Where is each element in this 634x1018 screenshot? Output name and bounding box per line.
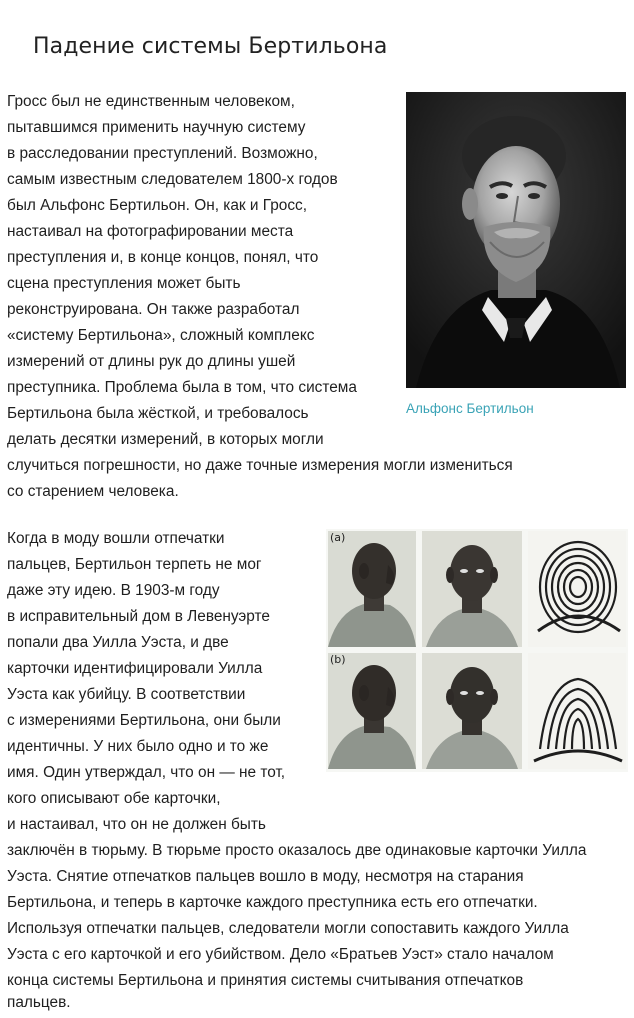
text-line: пальцев, Бертильон терпеть не мог	[7, 556, 262, 573]
text-line: сцена преступления может быть	[7, 275, 241, 292]
front-photo-a	[422, 531, 522, 647]
text-line: измерений от длины рук до длины ушей	[7, 353, 296, 370]
west-brothers-photo-grid	[326, 529, 628, 772]
text-line: заключён в тюрьму. В тюрьме просто оказалось две одинаковые карточки Уилла	[7, 842, 587, 859]
text-line: Когда в моду вошли отпечатки	[7, 530, 225, 547]
text-line: настаивал на фотографировании места	[7, 223, 294, 240]
text-line: Уэста. Снятие отпечатков пальцев вошло в моду, несмотря на старания	[7, 868, 524, 885]
profile-photo-a	[328, 531, 416, 647]
text-line: пытавшимся применить научную систему	[7, 119, 306, 136]
article-title: Падение системы Бертильона	[33, 34, 388, 59]
portrait-caption: Альфонс Бертильон	[406, 401, 534, 416]
text-line: Уэста с его карточкой и его убийством. Дело «Братьев Уэст» стало началом	[7, 946, 554, 963]
text-line: реконструирована. Он также разработал	[7, 301, 300, 318]
text-line: карточки идентифицировали Уилла	[7, 660, 263, 677]
text-line: даже эту идею. В 1903-м году	[7, 582, 220, 599]
text-line: с измерениями Бертильона, они были	[7, 712, 281, 729]
text-line: имя. Один утверждал, что он — не тот,	[7, 764, 286, 781]
text-line: пальцев.	[7, 994, 71, 1011]
photo-label-b: (b)	[330, 653, 346, 666]
photo-label-a: (a)	[330, 531, 346, 544]
text-line: был Альфонс Бертильон. Он, как и Гросс,	[7, 197, 308, 214]
text-line: Бертильона была жёсткой, и требовалось	[7, 405, 309, 422]
profile-photo-b	[328, 653, 416, 769]
text-line: кого описывают обе карточки,	[7, 790, 221, 807]
text-line: попали два Уилла Уэста, и две	[7, 634, 229, 651]
text-line: преступника. Проблема была в том, что система	[7, 379, 357, 396]
text-line: конца системы Бертильона и принятия системы считывания отпечатков	[7, 972, 524, 989]
fingerprint-b	[528, 653, 626, 769]
text-line: идентичны. У них было одно и то же	[7, 738, 269, 755]
portrait-image	[406, 92, 626, 388]
text-line: со старением человека.	[7, 483, 179, 500]
text-line: преступления и, в конце концов, понял, что	[7, 249, 319, 266]
text-line: делать десятки измерений, в которых могли	[7, 431, 324, 448]
text-line: и настаивал, что он не должен быть	[7, 816, 266, 833]
text-line: Гросс был не единственным человеком,	[7, 93, 295, 110]
fingerprint-a	[528, 531, 626, 647]
portrait-photo	[406, 92, 626, 388]
text-line: Используя отпечатки пальцев, следователи могли сопоставить каждого Уилла	[7, 920, 569, 937]
text-line: «систему Бертильона», сложный комплекс	[7, 327, 315, 344]
text-line: в расследовании преступлений. Возможно,	[7, 145, 318, 162]
front-photo-b	[422, 653, 522, 769]
text-line: случиться погрешности, но даже точные измерения могли измениться	[7, 457, 513, 474]
text-line: в исправительный дом в Левенуэрте	[7, 608, 270, 625]
text-line: Уэста как убийцу. В соответствии	[7, 686, 246, 703]
text-line: самым известным следователем 1800-х годов	[7, 171, 338, 188]
text-line: Бертильона, и теперь в карточке каждого преступника есть его отпечатки.	[7, 894, 538, 911]
